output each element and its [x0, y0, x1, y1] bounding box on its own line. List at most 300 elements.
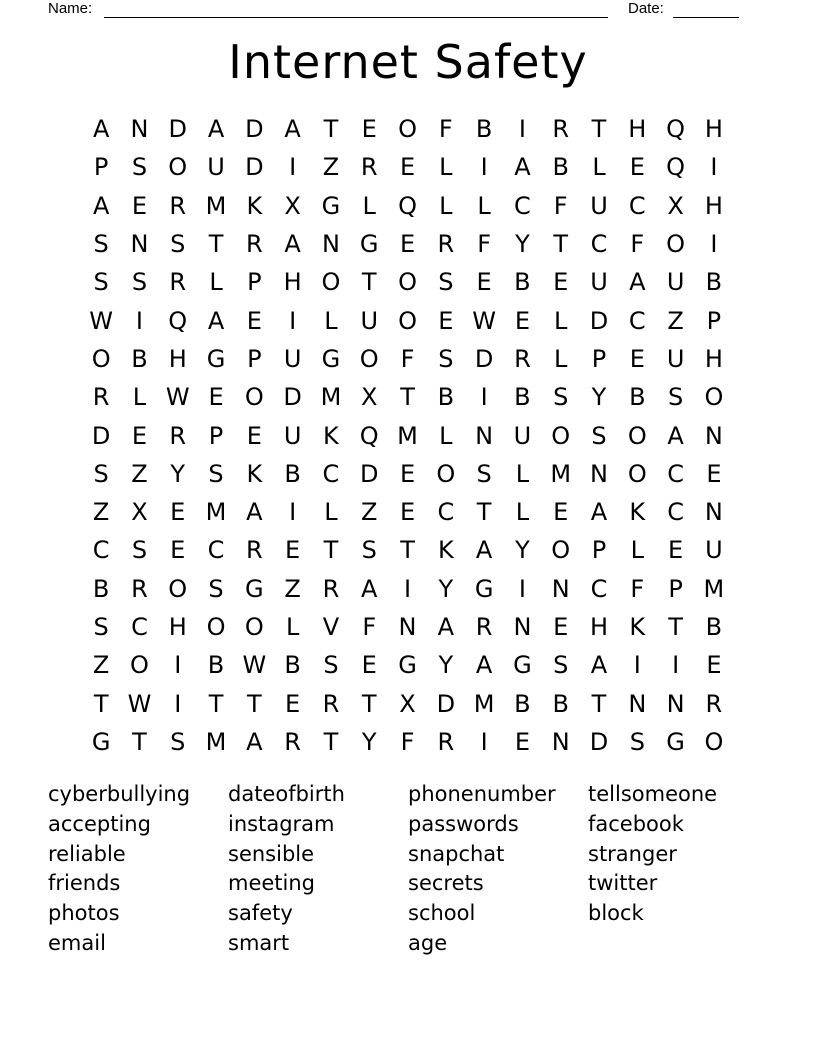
grid-cell: F [553, 191, 568, 220]
grid-cell: U [590, 268, 608, 297]
grid-cell: A [92, 115, 110, 144]
grid-cell: M [320, 383, 342, 412]
grid-cell: F [630, 230, 645, 259]
grid-cell: M [550, 459, 572, 488]
grid-cell: H [589, 613, 609, 641]
grid-cell: E [131, 191, 148, 220]
grid-cell: G [666, 727, 685, 756]
word-list-item: friends [48, 871, 121, 896]
word-list-item: passwords [408, 811, 519, 836]
grid-cell: B [207, 651, 225, 680]
grid-cell: O [168, 574, 188, 603]
grid-cell: P [591, 344, 607, 373]
grid-cell: U [360, 306, 379, 335]
grid-cell: D [474, 344, 494, 373]
word-list-item [588, 929, 768, 959]
grid-cell: P [247, 268, 262, 297]
grid-cell: E [399, 230, 416, 259]
grid-cell: O [130, 651, 149, 680]
grid-cell: S [553, 383, 569, 412]
grid-cell: U [207, 153, 225, 182]
grid-cell: N [704, 421, 723, 450]
grid-cell: I [289, 498, 297, 527]
grid-cell: T [323, 115, 339, 144]
grid-cell: S [629, 727, 645, 756]
grid-cell: U [283, 421, 302, 450]
grid-cell: I [289, 153, 297, 182]
grid-cell: L [132, 383, 147, 412]
grid-cell: E [553, 613, 569, 641]
grid-cell: T [208, 230, 224, 259]
grid-cell: O [359, 344, 379, 373]
grid-cell: P [247, 344, 262, 373]
grid-cell: I [633, 651, 641, 680]
grid-cell: O [398, 268, 417, 297]
word-list [48, 780, 768, 959]
grid-cell: U [590, 191, 608, 220]
grid-cell: O [704, 383, 724, 412]
grid-cell: Z [92, 651, 110, 680]
word-list-item: age [408, 930, 448, 955]
grid-cell: R [322, 689, 340, 718]
grid-cell: G [513, 651, 532, 680]
grid-cell: S [438, 344, 454, 373]
grid-cell: B [514, 383, 531, 412]
grid-cell: O [206, 613, 226, 641]
grid-cell: Q [359, 421, 379, 450]
grid-cell: F [362, 613, 377, 641]
grid-cell: D [168, 115, 187, 144]
grid-cell: C [590, 574, 608, 603]
grid-cell: T [668, 613, 683, 641]
grid-cell: L [439, 421, 453, 450]
grid-cell: Y [438, 574, 454, 603]
word-list-item: cyberbullying [48, 782, 191, 806]
grid-cell: R [169, 268, 187, 297]
grid-cell: K [246, 191, 263, 220]
word-list-item: smart [228, 930, 290, 955]
grid-cell: S [208, 574, 224, 603]
word-search-grid [82, 110, 734, 762]
grid-cell: P [93, 153, 109, 182]
grid-cell: E [285, 536, 301, 565]
grid-cell: C [207, 536, 225, 565]
grid-cell: X [284, 191, 301, 220]
grid-cell: E [668, 536, 684, 565]
grid-cell: W [472, 306, 496, 335]
grid-cell: K [629, 498, 646, 527]
grid-cell: O [168, 153, 188, 182]
grid-cell: E [706, 651, 722, 680]
grid-cell: B [629, 383, 646, 412]
grid-cell: M [205, 191, 227, 220]
grid-cell: R [169, 421, 187, 450]
grid-cell: T [361, 268, 377, 297]
grid-cell: Z [284, 574, 301, 603]
grid-cell: T [323, 727, 339, 756]
word-list-item: secrets [408, 871, 484, 896]
grid-cell: N [475, 421, 494, 450]
word-list-item: stranger [588, 841, 677, 866]
grid-cell: Y [438, 651, 454, 680]
grid-cell: B [475, 115, 493, 144]
grid-cell: T [400, 536, 415, 565]
grid-cell: E [246, 306, 262, 335]
grid-cell: C [437, 498, 455, 527]
grid-cell: I [672, 651, 680, 680]
grid-cell: G [321, 191, 341, 220]
word-list-item: reliable [48, 841, 126, 866]
grid-cell: Q [168, 306, 188, 335]
grid-cell: A [92, 191, 110, 220]
grid-cell: L [554, 344, 568, 373]
grid-cell: O [627, 421, 647, 450]
grid-cell: K [437, 536, 454, 565]
grid-cell: A [475, 536, 493, 565]
grid-cell: S [591, 421, 607, 450]
grid-cell: H [704, 115, 723, 144]
grid-cell: S [438, 268, 454, 297]
grid-cell: T [400, 383, 415, 412]
grid-cell: N [130, 115, 149, 144]
grid-cell: B [284, 459, 301, 488]
grid-cell: R [552, 115, 570, 144]
grid-cell: N [704, 498, 723, 527]
grid-cell: R [245, 230, 263, 259]
grid-cell: O [398, 306, 417, 335]
grid-cell: P [591, 536, 607, 565]
grid-cell: U [666, 344, 685, 373]
word-list-item: school [408, 901, 476, 926]
name-label: Name: [48, 0, 93, 17]
grid-cell: S [93, 230, 109, 259]
grid-cell: L [439, 153, 453, 182]
grid-cell: C [92, 536, 110, 565]
grid-cell: T [476, 498, 492, 527]
grid-cell: Q [398, 191, 417, 220]
grid-cell: U [666, 268, 685, 297]
grid-cell: P [208, 421, 224, 450]
grid-cell: H [168, 613, 187, 641]
grid-cell: F [400, 344, 415, 373]
grid-cell: R [360, 153, 378, 182]
word-list-item: facebook [588, 811, 684, 836]
grid-cell: S [131, 153, 148, 182]
word-list-item: twitter [588, 871, 658, 896]
grid-cell: D [91, 421, 111, 450]
date-field-line[interactable] [673, 0, 739, 18]
grid-cell: A [475, 651, 493, 680]
grid-cell: N [398, 613, 417, 641]
word-list-item: email [48, 930, 106, 955]
grid-cell: B [552, 689, 569, 718]
grid-cell: S [170, 230, 186, 259]
grid-cell: A [629, 268, 646, 297]
grid-cell: V [322, 613, 340, 641]
grid-cell: H [283, 268, 302, 297]
grid-cell: G [91, 727, 111, 756]
word-list-item: photos [48, 901, 120, 926]
grid-cell: C [322, 459, 340, 488]
grid-cell: G [321, 344, 341, 373]
grid-cell: A [284, 115, 301, 144]
grid-cell: A [246, 727, 263, 756]
grid-cell: G [474, 574, 494, 603]
grid-cell: R [514, 344, 531, 373]
grid-cell: M [473, 689, 495, 718]
grid-cell: E [285, 689, 301, 718]
grid-cell: O [244, 613, 264, 641]
grid-cell: N [666, 689, 685, 718]
grid-cell: O [551, 421, 571, 450]
grid-cell: Y [515, 536, 530, 565]
grid-cell: L [439, 191, 453, 220]
grid-cell: I [174, 651, 182, 680]
grid-cell: E [514, 727, 530, 756]
grid-cell: G [359, 230, 379, 259]
grid-cell: G [245, 574, 264, 603]
grid-cell: E [629, 153, 645, 182]
grid-cell: F [630, 574, 645, 603]
grid-cell: U [705, 536, 723, 565]
grid-cell: H [628, 115, 647, 144]
word-list-item: instagram [228, 811, 335, 836]
grid-cell: I [480, 727, 488, 756]
grid-cell: F [400, 727, 415, 756]
grid-cell: C [667, 498, 684, 527]
grid-cell: K [323, 421, 339, 450]
grid-cell: W [89, 306, 114, 335]
grid-cell: Z [322, 153, 340, 182]
grid-cell: E [706, 459, 722, 488]
grid-cell: D [283, 383, 302, 412]
grid-cell: O [244, 383, 264, 412]
grid-cell: W [165, 383, 190, 412]
grid-cell: I [710, 153, 718, 182]
grid-cell: M [397, 421, 418, 450]
grid-cell: X [361, 383, 378, 412]
grid-cell: S [667, 383, 684, 412]
grid-cell: Y [515, 230, 530, 259]
grid-cell: N [628, 689, 647, 718]
grid-cell: B [437, 383, 455, 412]
name-field-line[interactable] [104, 0, 608, 18]
grid-cell: E [553, 268, 569, 297]
grid-cell: O [321, 268, 341, 297]
grid-cell: D [589, 306, 609, 335]
grid-cell: C [514, 191, 531, 220]
grid-cell: T [247, 689, 262, 718]
grid-cell: L [209, 268, 223, 297]
grid-cell: E [170, 536, 186, 565]
grid-cell: T [591, 115, 607, 144]
word-list-item: sensible [228, 841, 315, 866]
grid-cell: B [705, 268, 723, 297]
grid-cell: F [438, 115, 453, 144]
grid-cell: T [132, 727, 147, 756]
grid-cell: B [514, 268, 531, 297]
grid-cell: P [668, 574, 683, 603]
grid-cell: S [93, 613, 109, 641]
grid-cell: O [398, 115, 417, 144]
grid-cell: N [130, 230, 149, 259]
grid-cell: N [513, 613, 532, 641]
grid-cell: R [92, 383, 110, 412]
grid-cell: U [513, 421, 532, 450]
grid-cell: B [131, 344, 148, 373]
grid-cell: Z [667, 306, 684, 335]
grid-cell: D [589, 727, 609, 756]
grid-cell: D [245, 115, 264, 144]
grid-cell: I [135, 306, 143, 335]
grid-cell: A [207, 115, 225, 144]
grid-cell: X [399, 689, 416, 718]
word-list-item: meeting [228, 871, 316, 896]
grid-cell: A [437, 613, 455, 641]
grid-cell: I [710, 230, 718, 259]
word-list-item: tellsomeone [588, 782, 718, 806]
grid-cell: G [398, 651, 417, 680]
grid-cell: L [324, 306, 338, 335]
grid-cell: A [514, 153, 531, 182]
grid-cell: B [284, 651, 301, 680]
grid-cell: L [477, 191, 491, 220]
grid-cell: Q [666, 153, 686, 182]
grid-cell: K [629, 613, 646, 641]
word-list-item: accepting [48, 811, 151, 836]
grid-cell: C [590, 230, 608, 259]
grid-cell: E [553, 498, 569, 527]
grid-cell: E [208, 383, 224, 412]
page-title: Internet Safety [228, 35, 588, 89]
grid-cell: A [246, 498, 263, 527]
word-list-item: snapchat [408, 841, 505, 866]
grid-cell: H [168, 344, 187, 373]
grid-cell: B [552, 153, 569, 182]
grid-cell: B [514, 689, 531, 718]
grid-cell: R [131, 574, 148, 603]
header [48, 0, 748, 20]
grid-cell: T [361, 689, 377, 718]
grid-cell: R [475, 613, 493, 641]
grid-cell: B [92, 574, 110, 603]
grid-cell: O [551, 536, 571, 565]
grid-cell: N [590, 459, 608, 488]
grid-cell: I [403, 574, 412, 603]
grid-cell: M [205, 727, 227, 756]
grid-cell: E [438, 306, 454, 335]
grid-cell: H [704, 344, 723, 373]
grid-cell: Z [131, 459, 148, 488]
grid-cell: A [361, 574, 378, 603]
grid-cell: E [361, 651, 377, 680]
grid-cell: N [321, 230, 340, 259]
grid-cell: S [323, 651, 339, 680]
grid-cell: O [666, 230, 686, 259]
grid-cell: P [706, 306, 722, 335]
grid-cell: C [131, 613, 148, 641]
grid-cell: S [361, 536, 377, 565]
date-label: Date: [628, 0, 664, 17]
grid-cell: T [323, 536, 339, 565]
word-list-item: block [588, 901, 644, 926]
grid-cell: O [627, 459, 647, 488]
grid-cell: M [205, 498, 227, 527]
grid-cell: W [127, 689, 152, 718]
grid-cell: L [630, 536, 644, 565]
grid-cell: A [207, 306, 225, 335]
grid-cell: A [590, 498, 608, 527]
grid-cell: S [93, 268, 109, 297]
grid-cell: R [322, 574, 340, 603]
grid-cell: O [704, 727, 724, 756]
grid-cell: L [592, 153, 606, 182]
grid-cell: X [667, 191, 684, 220]
grid-cell: S [131, 268, 148, 297]
grid-cell: E [246, 421, 262, 450]
grid-cell: F [477, 230, 492, 259]
grid-cell: I [480, 383, 488, 412]
grid-cell: T [591, 689, 607, 718]
grid-cell: E [361, 115, 377, 144]
grid-cell: R [169, 191, 187, 220]
grid-cell: A [284, 230, 301, 259]
grid-cell: Z [361, 498, 378, 527]
grid-cell: D [359, 459, 379, 488]
grid-cell: Y [170, 459, 186, 488]
grid-cell: N [551, 574, 570, 603]
grid-cell: Y [591, 383, 607, 412]
grid-cell: L [515, 459, 530, 488]
grid-cell: T [208, 689, 224, 718]
grid-cell: Y [361, 727, 377, 756]
grid-cell: B [705, 613, 723, 641]
grid-cell: L [515, 498, 530, 527]
word-list-item: dateofbirth [228, 782, 345, 806]
grid-cell: C [628, 191, 646, 220]
grid-cell: C [667, 459, 684, 488]
grid-cell: S [131, 536, 148, 565]
grid-cell: A [667, 421, 684, 450]
grid-cell: E [514, 306, 530, 335]
grid-cell: E [399, 459, 416, 488]
grid-cell: E [170, 498, 186, 527]
grid-cell: E [131, 421, 148, 450]
grid-cell: S [93, 459, 109, 488]
grid-cell: I [289, 306, 297, 335]
grid-cell: O [91, 344, 111, 373]
grid-cell: N [551, 727, 570, 756]
grid-cell: C [628, 306, 646, 335]
grid-cell: I [518, 574, 526, 603]
grid-cell: D [245, 153, 264, 182]
grid-cell: S [476, 459, 492, 488]
grid-cell: L [285, 613, 300, 641]
grid-cell: K [246, 459, 263, 488]
word-list-item: safety [228, 901, 293, 926]
grid-cell: Q [666, 115, 686, 144]
grid-cell: T [553, 230, 569, 259]
grid-cell: E [629, 344, 645, 373]
grid-cell: S [208, 459, 224, 488]
grid-cell: S [170, 727, 186, 756]
grid-cell: R [705, 689, 723, 718]
grid-cell: I [480, 153, 488, 182]
grid-cell: W [242, 651, 267, 680]
grid-cell: R [437, 727, 455, 756]
word-list-item: phonenumber [408, 782, 556, 806]
grid-cell: M [703, 574, 725, 603]
